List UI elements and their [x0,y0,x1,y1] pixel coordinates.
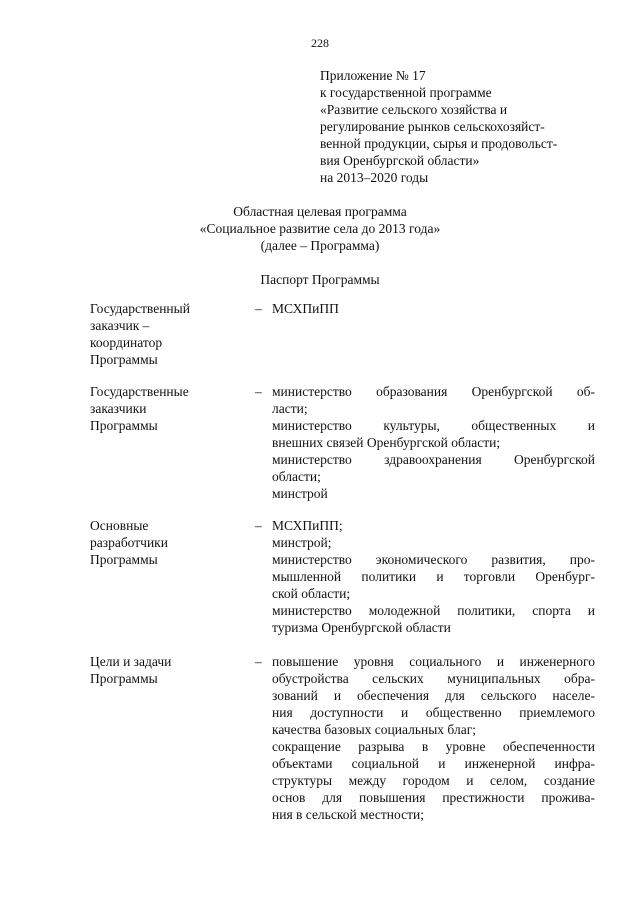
row-value-line: мышленной политики и торговли Оренбург- [272,569,595,584]
row-label-line: Государственный [90,301,190,316]
program-title-line: Областная целевая программа [233,204,407,219]
row-value-line: объектами социальной и инженерной инфра- [272,756,595,771]
row-label [90,517,240,568]
program-title-line: «Социальное развитие села до 2013 года» [199,221,441,236]
row-value-line: структуры между городом и селом, создание [272,773,595,788]
row-value [272,653,595,823]
row-value-line: министерство здравоохранения Оренбургской [272,452,595,467]
row-value-line: зований и обеспечения для сельского населе- [272,688,595,703]
row-label-line: Государственные [90,384,189,399]
passport-title: Паспорт Программы [260,272,380,287]
row-label-line: Программы [90,552,158,567]
row-value-line: повышение уровня социального и инженерного [272,654,595,669]
row-label [90,653,240,687]
row-dash: – [255,654,262,669]
appendix-note [320,67,590,186]
row-value-line: обустройства сельских муниципальных обра- [272,671,595,686]
row-label-line: Основные [90,518,149,533]
appendix-line: Приложение № 17 [320,68,426,83]
row-label-line: Программы [90,418,158,433]
appendix-line: регулирование рынков сельскохозяйст- [320,119,545,134]
row-value-line: МСХПиПП [272,301,339,316]
row-value-line: качества базовых социальных благ; [272,722,476,737]
appendix-line: венной продукции, сырья и продовольст- [320,136,558,151]
row-label [90,300,240,368]
row-value-line: минстрой; [272,535,332,550]
row-label-line: разработчики [90,535,168,550]
row-value-line: сокращение разрыва в уровне обеспеченности [272,739,595,754]
row-value-line: туризма Оренбургской области [272,620,451,635]
row-label-line: Цели и задачи [90,654,172,669]
row-value-line: ской области; [272,586,351,601]
row-value-line: ласти; [272,401,308,416]
row-value-line: ния в сельской местности; [272,807,424,822]
row-value-line: ния доступности и общественно приемлемого [272,705,595,720]
row-label-line: заказчик – [90,318,150,333]
row-value-line: внешних связей Оренбургской области; [272,435,501,450]
row-label-line: Программы [90,671,158,686]
row-value-line: минстрой [272,486,328,501]
row-value-line: МСХПиПП; [272,518,343,533]
appendix-line: «Развитие сельского хозяйства и [320,102,508,117]
page-number: 228 [311,36,329,50]
appendix-line: на 2013–2020 годы [320,170,429,185]
row-value [272,517,595,636]
row-value-line: области; [272,469,321,484]
row-value-line: основ для повышения престижности прожива- [272,790,595,805]
row-value-line: министерство образования Оренбургской об- [272,384,595,399]
row-value-line: министерство культуры, общественных и [272,418,595,433]
row-label-line: координатор [90,335,163,350]
row-label [90,383,240,434]
row-dash: – [255,518,262,533]
row-dash: – [255,301,262,316]
program-title-line: (далее – Программа) [260,238,380,253]
row-label-line: Программы [90,352,158,367]
appendix-line: к государственной программе [320,85,492,100]
row-value-line: министерство экономического развития, про- [272,552,595,567]
row-value-line: министерство молодежной политики, спорта и [272,603,595,618]
appendix-line: вия Оренбургской области» [320,153,480,168]
row-value [272,300,595,317]
row-value [272,383,595,502]
program-title [0,203,640,254]
row-label-line: заказчики [90,401,147,416]
row-dash: – [255,384,262,399]
